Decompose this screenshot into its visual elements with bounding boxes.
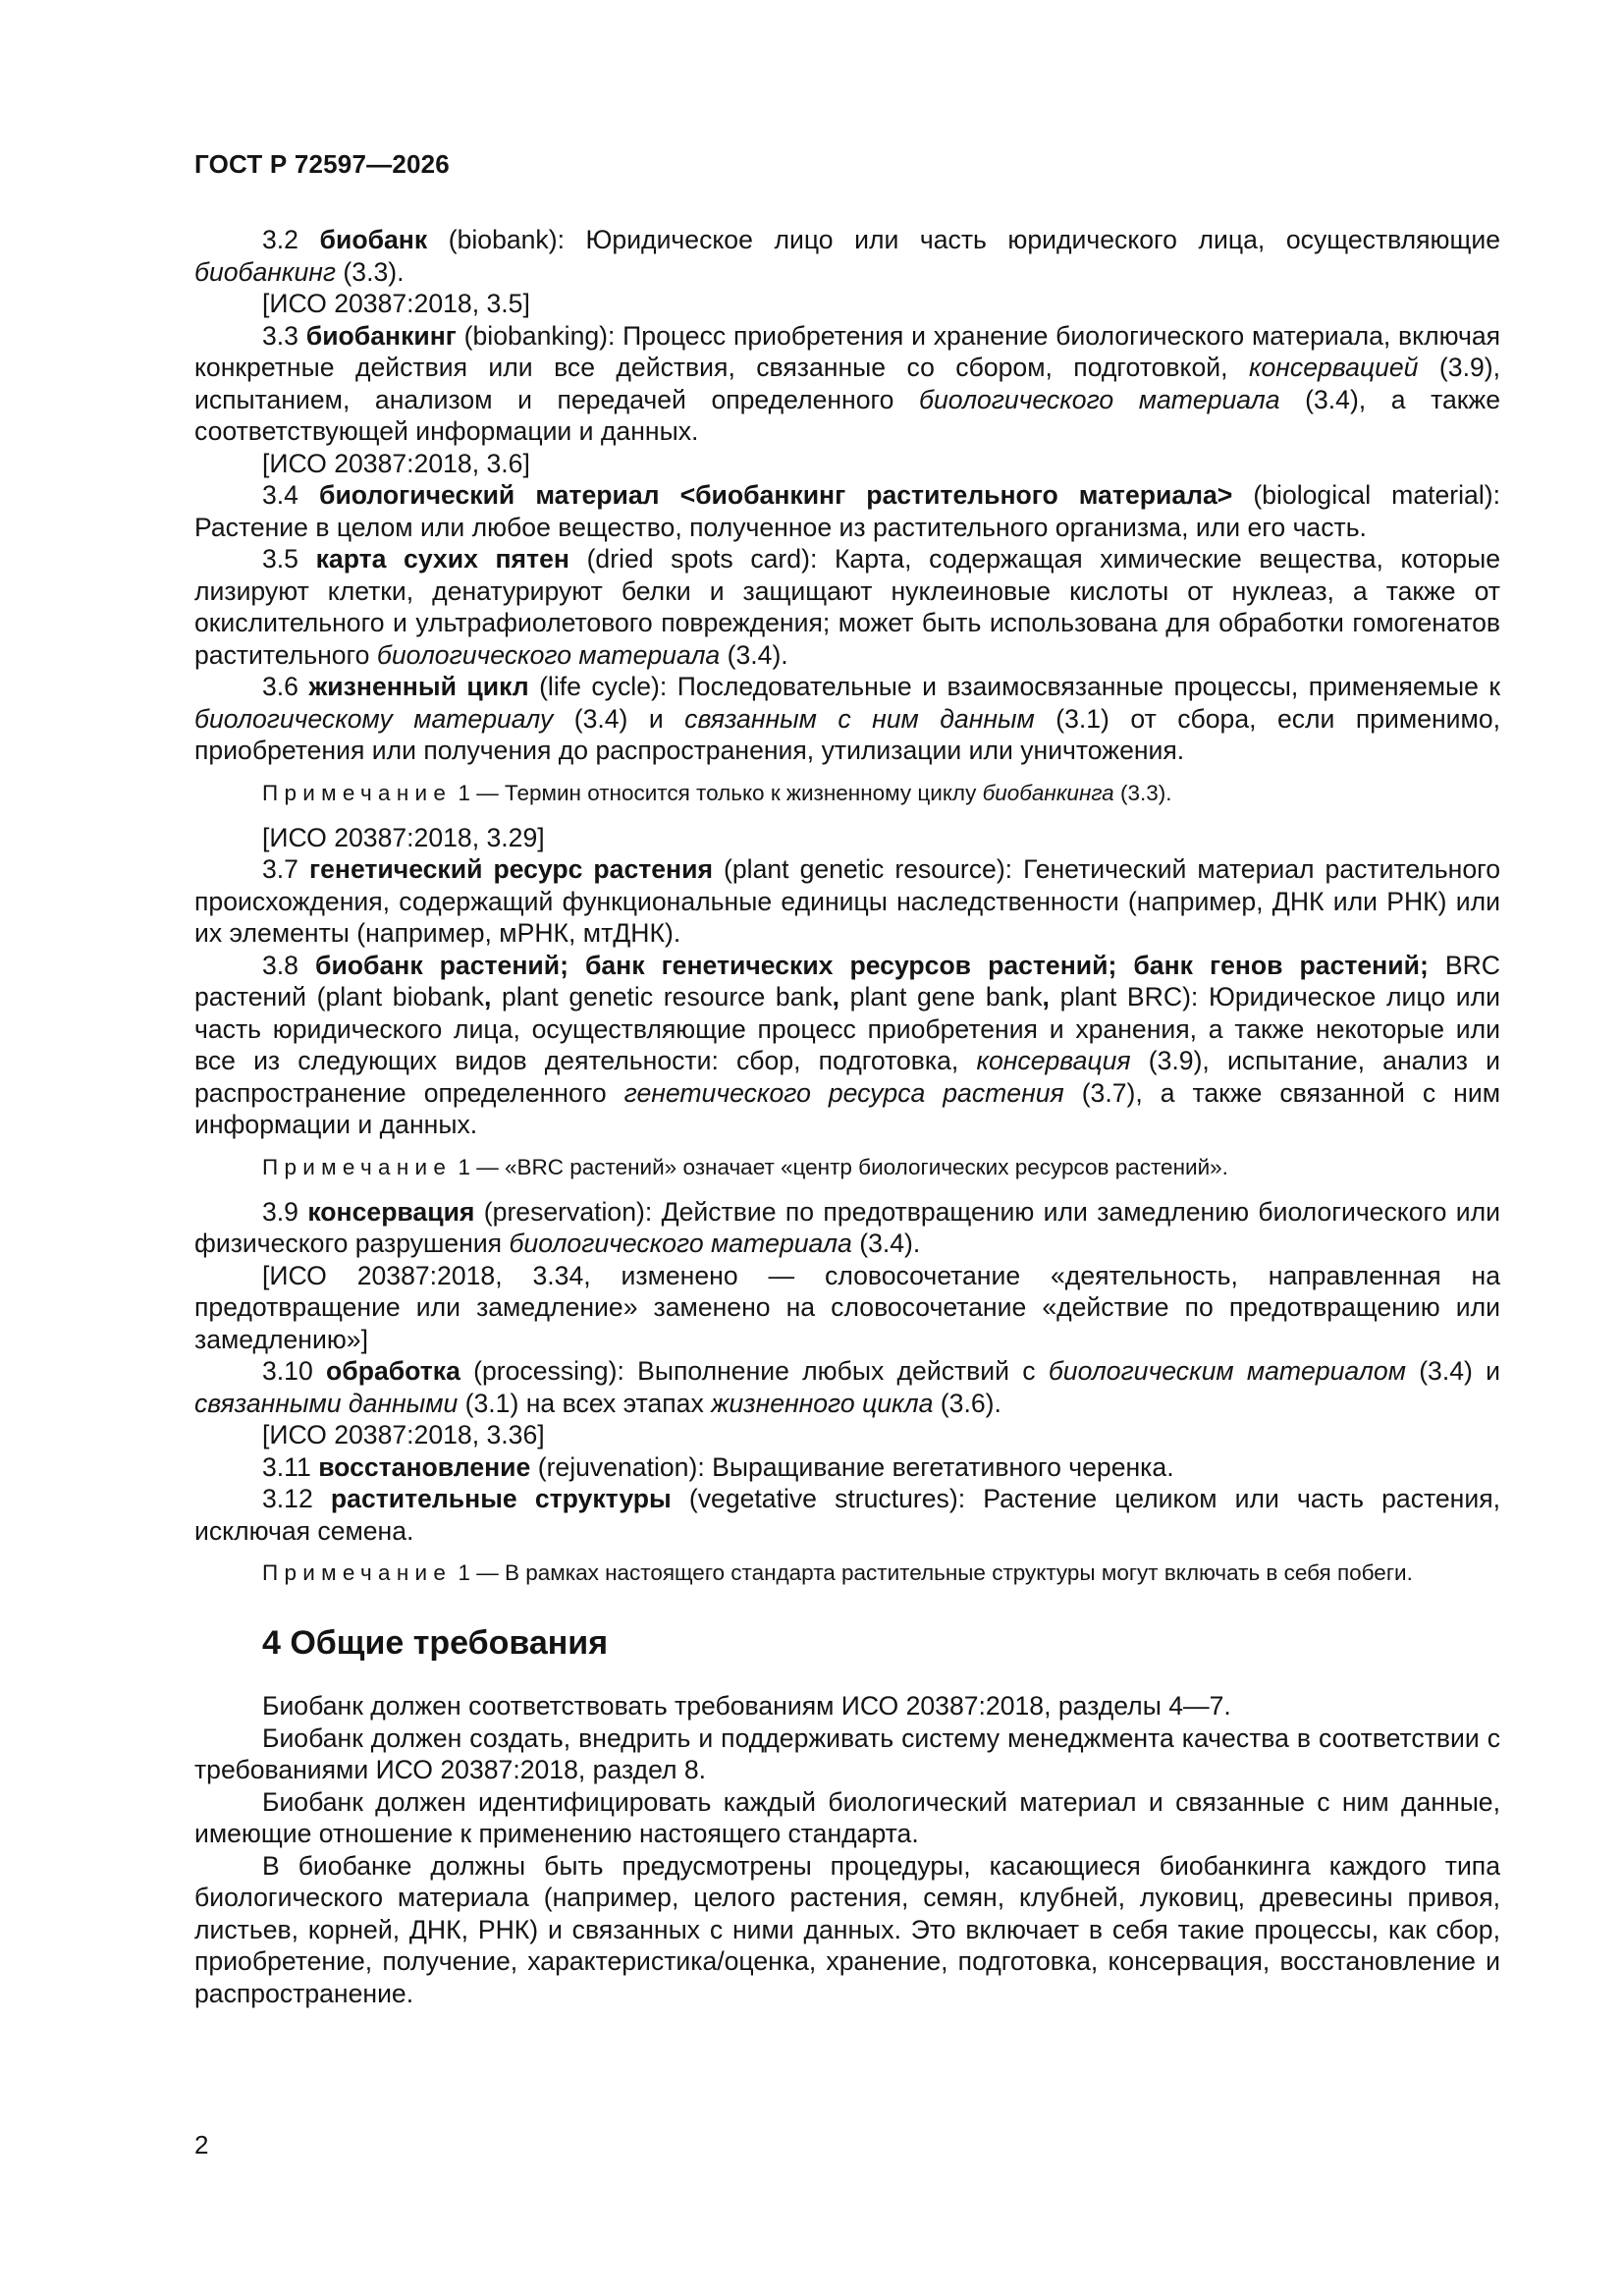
term-definition-end: (3.7), а также связанной с ним информации и данных. [194,1077,1500,1139]
term-name: восстановление [318,1451,531,1482]
term-number: 3.5 [262,544,298,574]
term-definition-end: (3.3). [336,256,405,287]
note-label: Примечание [262,780,453,805]
term-definition-end: (3.6). [933,1388,1001,1418]
section-paragraph: Биобанк должен идентифицировать каждый биологический материал и связанные с ним данные, имеющие отношение к применению настоящего стандарта. [194,1786,1500,1848]
term-name: биологический материал <биобанкинг растительного материала> [319,480,1233,510]
note-text: 1 — «BRC растений» означает «центр биологических ресурсов растений». [452,1154,1228,1179]
term-reference: консервацией [1248,353,1419,382]
note-text: 1 — Термин относится только к жизненному циклу [452,780,983,805]
term-reference: связанным с ним данным [684,703,1035,734]
term-english: (processing) [473,1356,618,1386]
term-name: растительные структуры [330,1484,672,1513]
term-3-9 [194,1196,1500,1260]
term-definition: : Растение в целом или любое вещество, полученное из растительного организма, или его часть. [194,480,1501,542]
term-number: 3.4 [262,480,298,510]
note-3-12 [194,1558,1500,1588]
term-definition-end: (3.4). [851,1229,921,1258]
document-body [194,224,1500,2009]
term-number: 3.2 [262,225,298,254]
term-definition-end: (3.1) от сбора, если применимо, приобретения или получения до распространения, утилизации или уничтожения. [194,703,1500,765]
comma: , [832,982,839,1011]
term-reference: биологического материала [919,384,1280,414]
term-source: [ИСО 20387:2018, 3.29] [262,822,545,852]
term-definition-end: (3.4). [720,639,788,670]
term-definition: : Юридическое лицо или часть юридического лица, осуществляющие [557,225,1500,254]
term-english: (vegetative structures) [688,1484,958,1513]
term-number: 3.12 [262,1484,313,1513]
term-reference: биологическим материалом [1048,1356,1406,1386]
note-3-6 [194,779,1500,808]
term-number: 3.7 [262,854,298,884]
term-reference: генетического ресурса растения [623,1077,1064,1108]
term-name: биобанк растений; банк генетических ресурсов растений; банк генов растений; [315,950,1429,980]
term-english: plant gene bank [839,982,1043,1011]
term-reference: консервация [976,1046,1131,1075]
note-label: Примечание [262,1560,453,1585]
term-name: обработка [326,1356,460,1386]
term-english: (rejuvenation) [537,1451,698,1482]
term-number: 3.6 [262,672,298,701]
term-3-7 [194,853,1500,950]
term-definition: : Выращивание вегетативного черенка. [697,1451,1174,1482]
comma: , [483,982,492,1011]
term-number: 3.10 [262,1356,313,1386]
term-definition: : Генетический материал растительного происхождения, содержащий функциональные единицы наследственности (например, ДНК или РНК) или их элементы (например, мРНК, мтДНК). [194,854,1501,948]
term-english: plant genetic resource bank [491,982,833,1011]
comma: , [1042,982,1050,1011]
term-definition: : Процесс приобретения и хранение биологического материала, включая конкретные действия или все действия, связанные со сбором, подготовкой, [194,320,1501,382]
term-english: (plant genetic resource) [724,854,1005,884]
term-english: (dried spots card) [586,544,810,574]
term-3-2 [194,224,1500,288]
term-reference: биологическому материалу [194,703,554,734]
term-definition-mid: (3.9), испытанием, анализом и передачей определенного [194,353,1500,414]
term-reference: биобанкинг [194,256,337,287]
section-paragraph: Биобанк должен создать, внедрить и поддерживать систему менеджмента качества в соответствии с требованиями ИСО 20387:2018, раздел 8. [194,1722,1500,1784]
term-english: plant BRC) [1049,982,1191,1011]
term-english: BRC растений (plant biobank [194,950,1500,1011]
term-3-3 [194,320,1500,448]
term-definition-end: (3.4), а также соответствующей информации и данных. [194,384,1500,446]
term-english: (biobank) [448,225,558,254]
term-3-4 [194,479,1500,543]
term-definition-mid: (3.1) на всех этапах [458,1388,712,1418]
term-name: биобанк [319,225,428,254]
term-number: 3.8 [262,950,298,980]
term-definition-mid: (3.4) и [1405,1356,1500,1386]
term-name: биобанкинг [305,320,457,351]
section-paragraph: Биобанк должен соответствовать требованиям ИСО 20387:2018, разделы 4—7. [262,1691,1231,1721]
term-definition-mid: (3.4) и [553,703,685,734]
term-name: карта сухих пятен [315,544,569,574]
note-text: 1 — В рамках настоящего стандарта растительные структуры могут включать в себя побеги. [452,1560,1413,1585]
term-definition: : Юридическое лицо или часть юридического лица, осуществляющие процесс приобретения и хранения, а также некоторые или все из следующих видов деятельности: сбор, подготовка, [194,982,1500,1075]
term-reference: жизненного цикла [711,1388,934,1418]
page-number: 2 [194,2130,209,2159]
term-name: консервация [307,1196,475,1227]
term-reference: связанными данными [194,1388,459,1418]
term-3-6 [194,671,1500,767]
term-definition-mid: (3.9), испытание, анализ и распространение определенного [194,1046,1500,1108]
term-name: жизненный цикл [308,672,529,701]
term-3-12 [194,1483,1500,1547]
term-3-8 [194,950,1500,1141]
term-english: (preservation) [483,1196,645,1227]
term-source: [ИСО 20387:2018, 3.6] [262,448,530,478]
term-reference: биологического материала [376,639,721,670]
note-reference: биобанкинга [982,780,1114,805]
term-number: 3.3 [262,320,298,351]
term-number: 3.9 [262,1196,298,1227]
section-paragraph: В биобанке должны быть предусмотрены процедуры, касающиеся биобанкинга каждого типа биологического материала (например, целого растения, семян, клубней, луковиц, древесины привоя, листьев, корней, ДНК, РНК) и связанных с ними данных. Это включает в себя такие процессы, как сбор, приобретение, получение, характеристика/оценка, хранение, подготовка, консервация, восстановление и распространение. [194,1850,1500,2008]
note-3-8 [194,1153,1500,1182]
term-reference: биологического материала [509,1229,852,1258]
term-3-11 [194,1451,1500,1484]
section-heading: 4 Общие требования [262,1624,609,1662]
term-3-10 [194,1355,1500,1419]
note-text-end: (3.3). [1113,780,1172,805]
term-english: (life cycle) [539,672,660,701]
term-source: [ИСО 20387:2018, 3.36] [262,1420,545,1449]
term-definition: : Карта, содержащая химические вещества, которые лизируют клетки, денатурируют белки и защищают нуклеиновые кислоты от нуклеаз, а также от окислительного и ультрафиолетового повреждения; может быть использована для обработки гомогенатов растительного [194,544,1500,670]
standard-id-header: ГОСТ Р 72597—2026 [194,149,450,179]
term-source: [ИСО 20387:2018, 3.5] [262,289,530,318]
term-definition: : Растение целиком или часть растения, исключая семена. [194,1484,1500,1546]
term-definition: : Последовательные и взаимосвязанные процессы, применяемые к [659,672,1501,701]
term-definition: : Действие по предотвращению или замедлению биологического или физического разрушения [194,1196,1500,1258]
term-english: (biobanking) [463,320,609,351]
term-name: генетический ресурс растения [309,854,713,884]
term-definition: : Выполнение любых действий с [617,1356,1049,1386]
note-label: Примечание [262,1154,453,1179]
term-number: 3.11 [262,1451,311,1482]
term-source: [ИСО 20387:2018, 3.34, изменено — словосочетание «деятельность, направленная на предотвращение или замедление» заменено на словосочетание «действие по предотвращению или замедлению»] [194,1260,1500,1354]
term-english: (biological material) [1253,480,1493,510]
term-3-5 [194,543,1500,671]
